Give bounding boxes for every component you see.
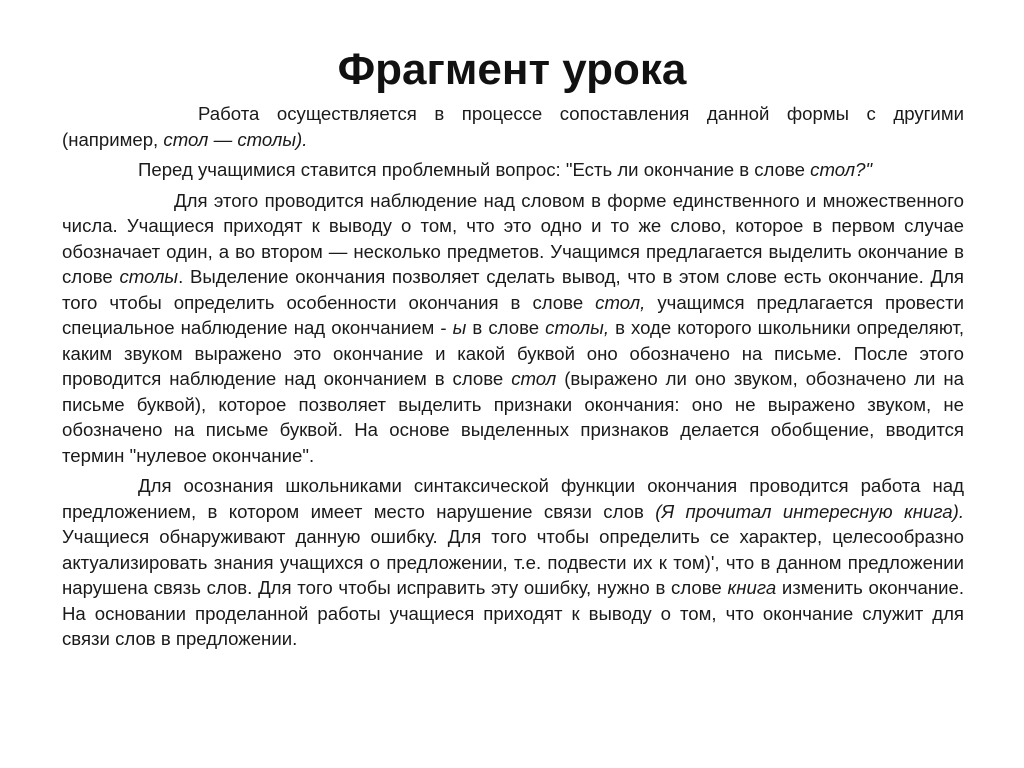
paragraph-3 — [62, 188, 964, 469]
p2-italic-word: стол?" — [810, 159, 873, 180]
p3-italic-stoly-2: столы, — [545, 317, 609, 338]
p3-italic-stoly: столы — [119, 266, 179, 287]
p4-text-e: изменить окончание. На основании проделанной работы учащиеся приходят к выводу о том, что окончание служит для связи слов в предложении. — [62, 577, 964, 649]
p3-italic-y: ы — [452, 317, 467, 338]
p4-text-a: Для осознания школьниками синтаксической функции окончания проводится работа над предложением, в котором имеет место нарушение связи слов — [62, 475, 964, 522]
p3-italic-stol: стол, — [595, 291, 646, 313]
paragraph-2 — [62, 157, 964, 183]
p1-text: Работа осуществляется в процессе сопоставления данной формы с другими (например, — [62, 103, 964, 150]
p1-italic-example: стол — столы). — [163, 128, 308, 150]
p4-italic-example: (Я прочитал интересную книга). — [655, 500, 964, 522]
p3-text-i: в ходе которого школьники определяют, каким звуком выражено это окончание и какой буквой оно обозначено на письме. После этого проводится наблюдение над окончанием в слове — [62, 317, 964, 389]
slide-body — [62, 101, 964, 652]
p4-italic-kniga: книга — [727, 577, 777, 598]
p3-italic-stol-2: стол — [511, 368, 557, 389]
p3-text-e: учащимся предлагается провести специальное наблюдение над окончанием - — [62, 291, 964, 338]
p4-text-c: Учащиеся обнаруживают данную ошибку. Для того чтобы определить се характер, целесообразно актуализировать знания учащихся о предложении, т.е. подвести их к том)', что в данном предложении нарушена связь слов. Для того чтобы исправить эту ошибку, нужно в слове — [62, 526, 964, 598]
slide-title: Фрагмент урока — [337, 45, 687, 94]
p2-text: Перед учащимися ставится проблемный вопрос: "Есть ли окончание в слове — [138, 159, 811, 180]
p3-text-k: (выражено ли оно звуком, обозначено ли на письме буквой), которое позволяет выделить признаки окончания: оно не выражено звуком, не обозначено на письме буквой. На основе выделенных признаков делается обобщение, вводится термин "нулевое окончание". — [62, 368, 964, 466]
paragraph-4 — [62, 473, 964, 652]
p3-text-a: Для этого проводится наблюдение над словом в форме единственного и множественного числа. Учащиеся приходят к выводу о том, что это одно и то же слово, которое в первом случае обозначает один, а во втором — несколько предметов. Учащимся предлагается выделить окончание в слове — [62, 189, 964, 287]
p3-text-g: в слове — [466, 317, 546, 338]
p3-text-c: . Выделение окончания позволяет сделать вывод, что в этом слове есть окончание. Для того чтобы определить особенности окончания в слове — [62, 266, 964, 313]
paragraph-1 — [62, 101, 964, 152]
